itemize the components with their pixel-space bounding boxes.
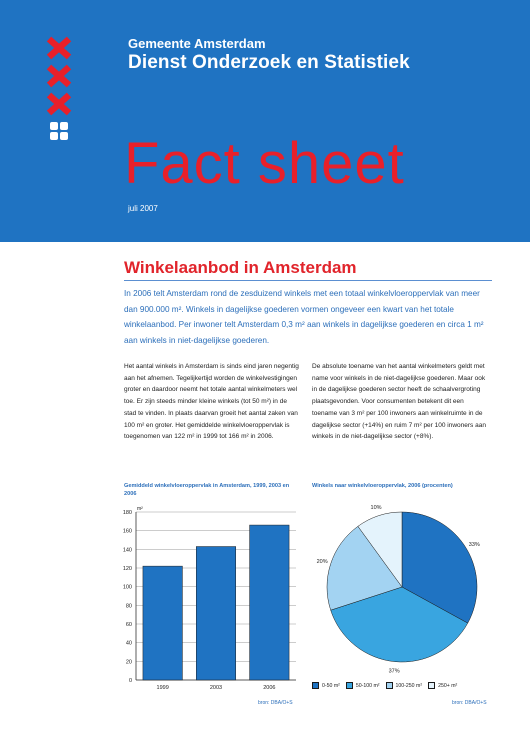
bar-x-tick-label: 2006 — [263, 685, 276, 691]
bar-chart — [106, 500, 306, 700]
legend-label: 50-100 m² — [355, 682, 380, 689]
article-title: Winkelaanbod in Amsterdam — [124, 258, 357, 277]
legend-swatch — [346, 682, 353, 689]
pie-chart-title: Winkels naar winkelvloeroppervlak, 2006 (procenten) — [312, 483, 453, 489]
bar-y-tick-label: 60 — [125, 622, 132, 628]
pie-value-label: 10% — [370, 505, 382, 512]
title-divider — [124, 280, 492, 281]
bar-y-tick-label: 140 — [122, 547, 132, 554]
bar-y-tick-label: 180 — [122, 510, 132, 516]
bar-y-tick-label: 40 — [125, 640, 132, 647]
bar-y-tick-label: 120 — [122, 566, 132, 572]
organization-name: Gemeente Amsterdam — [128, 36, 266, 51]
bar-x-tick-label: 1999 — [156, 685, 169, 691]
legend-item — [312, 682, 340, 689]
bar-chart-title: Gemiddeld winkelvloeroppervlak in Amsterdam, 1999, 2003 en 2006 — [124, 483, 290, 497]
pie-legend — [312, 682, 457, 689]
pie-value-label: 20% — [316, 559, 328, 566]
pie-value-label: 37% — [388, 668, 400, 675]
bar-y-tick-label: 20 — [125, 659, 132, 666]
legend-item — [386, 682, 423, 689]
legend-swatch — [428, 682, 435, 689]
legend-item — [428, 682, 457, 689]
bar-y-tick-label: 80 — [125, 603, 132, 610]
legend-swatch — [386, 682, 393, 689]
bar-chart-source: bron: DBA/O+S — [258, 700, 293, 706]
pie-value-label: 33% — [468, 542, 480, 549]
bar-y-tick-label: 160 — [122, 528, 132, 535]
xxx-cross-icons — [49, 39, 69, 113]
pie-chart-source: bron: DBA/O+S — [452, 700, 487, 706]
amsterdam-logo — [46, 36, 72, 151]
bar-x-tick-label: 2003 — [209, 685, 223, 691]
bar-1999 — [143, 566, 182, 680]
os-logo-icon — [50, 122, 68, 140]
legend-swatch — [312, 682, 319, 689]
bar-y-unit-label: m² — [137, 506, 143, 512]
body-column-left: Het aantal winkels in Amsterdam is sinds eind jaren negentig aan het afnemen. Tegelijkertijd worden de winkelvestigingen groter en daardoor neemt het totale aantal winkelmeters wel toe. Er zijn steeds minder kleine winkels (tot 50 m²) in de stad te vinden. In plaats daarvan groeit het aantal zaken van 100 m² en groter. Het gemiddelde winkelvloeroppervlak is toegenomen van 122 m² in 1999 tot 166 m² in 2006. — [124, 363, 299, 441]
legend-label: 250+ m² — [438, 682, 458, 689]
department-name: Dienst Onderzoek en Statistiek — [128, 52, 410, 73]
legend-label: 0-50 m² — [322, 682, 340, 689]
lead-paragraph: In 2006 telt Amsterdam rond de zesduizend winkels met een totaal winkelvloeroppervlak van meer dan 900.000 m². Winkels in dagelijkse goederen vormen ongeveer een kwart van het totale winkelaanbod. Per inwoner telt Amsterdam 0,3 m² aan winkels in dagelijkse goederen en circa 1 m² aan winkels in niet-dagelijkse goederen. — [124, 289, 484, 345]
bar-2003 — [196, 547, 235, 680]
body-column-right: De absolute toename van het aantal winkelmeters geldt met name voor winkels in de niet-dagelijkse goederen. Maar ook in de dagelijkse goederen sector heeft de schaalvergroting plaatsgevonden. Voor consumenten betekent dit een toename van 3 m² per 100 inwoners aan winkelruimte in de dagelijkse sector (+14%) en ruim 7 m² per 100 inwoners aan winkels in de niet-dagelijkse sector (+8%). — [312, 363, 486, 441]
header-banner — [0, 0, 530, 242]
bar-y-tick-label: 100 — [122, 584, 132, 591]
pie-chart — [300, 505, 500, 675]
publication-date: juli 2007 — [128, 204, 158, 213]
factsheet-title: Fact sheet — [124, 131, 405, 196]
bar-y-tick-label: 0 — [128, 678, 132, 684]
legend-item — [346, 682, 380, 689]
legend-label: 100-250 m² — [395, 682, 423, 689]
bar-2006 — [250, 525, 289, 680]
